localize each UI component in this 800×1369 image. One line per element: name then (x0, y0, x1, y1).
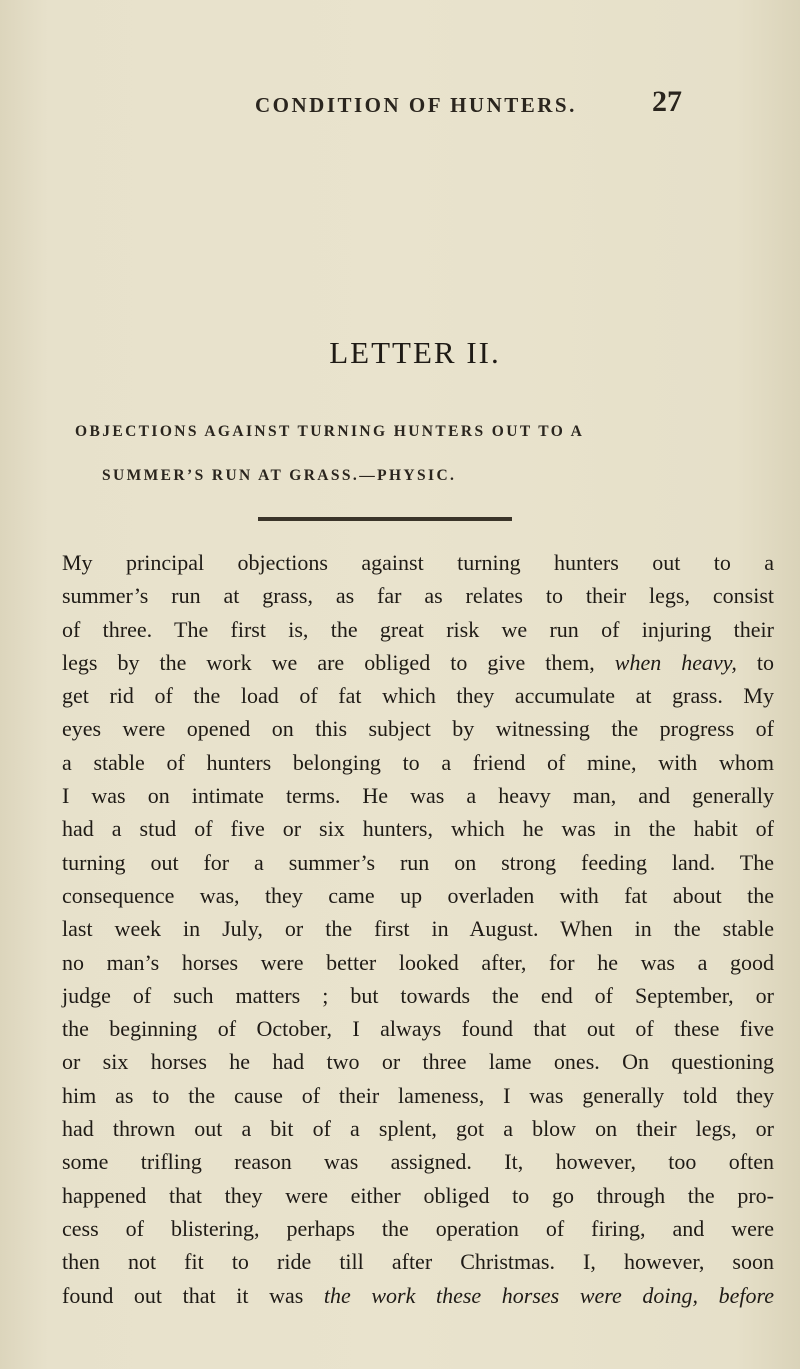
body-line-tail: to (756, 649, 774, 675)
body-line: a stable of hunters belonging to a friend of mine, with whom (62, 749, 774, 775)
body-text (62, 546, 774, 1312)
body-line: of three. The first is, the great risk we run of injuring their (62, 616, 774, 642)
body-line: had a stud of five or six hunters, which he was in the habit of (62, 816, 774, 842)
body-line: no man’s horses were better looked after, for he was a good (62, 949, 774, 975)
letter-subheading (75, 410, 775, 498)
body-line: cess of blistering, perhaps the operation of firing, and were (62, 1215, 774, 1241)
body-line: him as to the cause of their lameness, I was generally told they (62, 1082, 774, 1108)
page-number: 27 (652, 85, 682, 118)
italic-phrase: when heavy, (614, 649, 737, 675)
section-divider-rule (258, 517, 512, 521)
body-line: had thrown out a bit of a splent, got a blow on their legs, or (62, 1116, 774, 1142)
body-line: judge of such matters ; but towards the end of September, or (62, 982, 774, 1008)
body-line: consequence was, they came up overladen with fat about the (62, 882, 774, 908)
body-line-text: legs by the work we are obliged to give them, (62, 649, 595, 675)
body-line: the beginning of October, I always found that out of these five (62, 1016, 774, 1042)
body-line: eyes were opened on this subject by witnessing the progress of (62, 716, 774, 742)
running-head (0, 85, 800, 125)
body-line: My principal objections against turning hunters out to a (62, 550, 774, 575)
body-line: summer’s run at grass, as far as relates to their legs, consist (62, 583, 774, 609)
body-line: then not fit to ride till after Christmas. I, however, soon (62, 1249, 774, 1275)
subheading-line-2: SUMMER’S RUN AT GRASS.—PHYSIC. (102, 467, 457, 484)
body-line: turning out for a summer’s run on strong feeding land. The (62, 849, 774, 875)
body-line: happened that they were either obliged to go through the pro- (62, 1182, 774, 1208)
body-line (62, 646, 774, 679)
subheading-line-1: OBJECTIONS AGAINST TURNING HUNTERS OUT TO A (75, 423, 585, 440)
body-line: or six horses he had two or three lame ones. On questioning (62, 1049, 774, 1075)
running-title: CONDITION OF HUNTERS. (255, 93, 577, 117)
body-line: some trifling reason was assigned. It, however, too often (62, 1149, 774, 1175)
letter-heading: LETTER II. (329, 335, 501, 370)
body-line: I was on intimate terms. He was a heavy man, and generally (62, 783, 774, 809)
body-line: last week in July, or the first in August. When in the stable (62, 916, 774, 942)
body-line (62, 1279, 774, 1312)
body-line-text: found out that it was (62, 1282, 304, 1308)
body-line: get rid of the load of fat which they accumulate at grass. My (62, 683, 774, 709)
italic-phrase: the work these horses were doing, before (323, 1282, 774, 1308)
